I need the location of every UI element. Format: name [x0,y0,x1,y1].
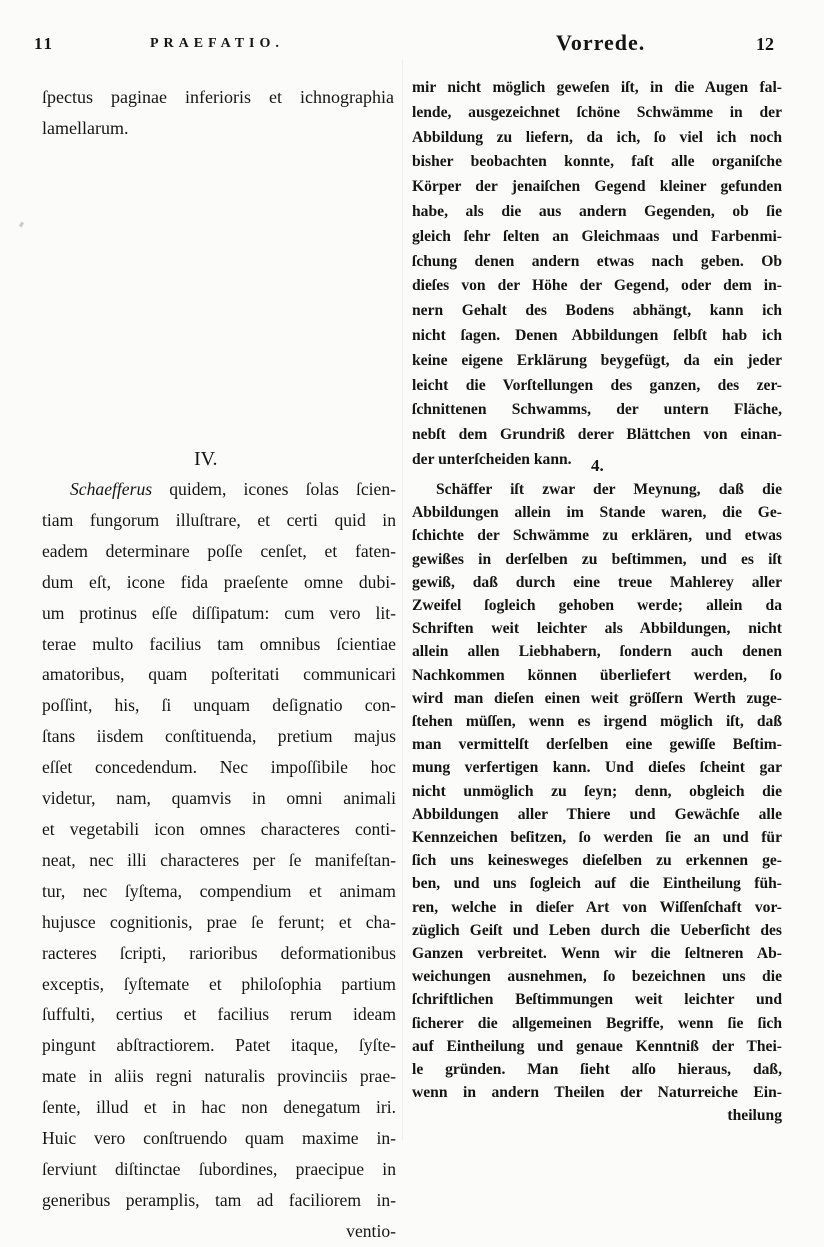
text-line: neat, nec illi characteres per ſe manifeſtan- [42,849,396,870]
text-line: ſuffulti, certius et facilius rerum ideam [42,1004,396,1025]
text-line: pingunt abſtractiorem. Patet itaque, ſyſte- [42,1035,396,1056]
text-line: Kennzeichen beſitzen, ſo werden ſie an und für [412,829,782,847]
text-line: gleich ſehr ſelten an Gleichmaas und Farbenmi- [412,227,782,245]
text-line: dum eſt, icone fida praeſente omne dubi- [42,571,396,592]
text-line: hujusce cognitionis, prae ſe ferunt; et cha- [42,911,396,932]
left-running-head: PRAEFATIO. [150,36,284,51]
text-line: tur, nec ſyſtema, compendium et animam [42,880,396,901]
text-line: Zweifel ſogleich gehoben werde; allein da [412,597,782,615]
text-line: ſchnittenen Schwamms, der untern Fläche, [412,401,782,419]
text-line: Körper der jenaiſchen Gegend kleiner gefunden [412,178,782,196]
text-line: videtur, nam, quamvis in omni animali [42,788,396,809]
text-line: wird man dieſen einen weit gröſſern Werth zuge- [412,689,782,707]
text-line: habe, als die aus andern Gegenden, ob ſie [412,202,782,220]
text-line: generibus peramplis, tam ad faciliorem in- [42,1189,396,1210]
text-line: dieſes von der Höhe der Gegend, oder dem in- [412,277,782,295]
text-line: der unterſcheiden kann. [412,450,572,468]
text-line: um protinus eſſe diſſipatum: cum vero lit- [42,602,396,623]
text-line: allein allen Liebhabern, ſondern auch denen [412,643,782,661]
right-running-head: Vorrede. [556,30,646,55]
text-line: Ganzen verbreitet. Wenn wir die ſeltneren Ab- [412,945,782,963]
text-line: Abbildung zu liefern, da ich, ſo viel ich noch [412,128,782,146]
italic-name: Schaefferus [70,479,153,499]
text-line: ſpectus paginae inferioris et ichnographia [42,87,394,107]
text-line: terae multo facilius tam omnibus ſcientiae [42,633,396,654]
text-line: ſchriftlichen Beſtimmungen weit leichter und [412,991,782,1009]
text-line: Abbildungen aller Thiere und Gewächſe alle [412,805,782,823]
text-line: exceptis, ſyſtemate et philoſophia partium [42,973,396,994]
text-line: lamellarum. [42,117,129,138]
text-line: weichungen ausnehmen, ſo bezeichnen uns die [412,968,782,986]
text-line: man vermittelſt derſelben eine gewiſſe Beſtim- [412,736,782,754]
text-line: mung verfertigen kann. Und dieſes ſcheint gar [412,759,782,777]
text-line: et vegetabili icon omnes characteres conti- [42,818,396,839]
text-line: keine eigene Erklärung beygefügt, da ein jeder [412,351,782,369]
text-line: ſente, illud et in hac non denegatum iri. [42,1097,396,1118]
text-line: ren, welche in dieſer Art von Wiſſenſchaft vor- [412,898,782,916]
text-line: ben, und uns ſogleich auf die Eintheilung füh- [412,875,782,893]
text-line: bisher beobachten konnte, faſt alle organiſche [412,153,782,171]
text-line: mate in aliis regni naturalis provinciis prae- [42,1066,396,1087]
text-line: Schäffer iſt zwar der Meynung, daß die [436,481,782,498]
text-line: le gründen. Man ſieht alſo hieraus, daß, [412,1061,782,1079]
text-line: ſtehen müſſen, wenn es irgend möglich iſt, daß [412,713,782,731]
text-line: mir nicht möglich geweſen iſt, in die Augen fal- [412,79,782,96]
scan-speck [19,222,24,228]
text-line: eadem determinare poſſe cenſet, et faten- [42,540,396,561]
text-line: nern Gehalt des Bodens abhängt, kann ich [412,302,782,320]
text-line: leicht die Vorſtellungen des ganzen, des zer- [412,376,782,394]
text-line: lende, ausgezeichnet ſchöne Schwämme in der [412,103,782,121]
text-line: nebſt dem Grundriß derer Blättchen von einan- [412,426,782,444]
text-line: eſſet concedendum. Nec impoſſibile hoc [42,757,396,778]
left-section-number: IV. [194,448,218,470]
right-page-number: 12 [756,34,774,54]
right-section-number: 4. [591,456,604,475]
text-line: ſerviunt diſtinctae ſubordines, praecipue in [42,1158,396,1179]
text-line: Nachkommen können überliefert werden, ſo [412,666,782,684]
text-line: gewißes in derſelben zu beſtimmen, und es iſt [412,550,782,568]
text-line: nicht unmöglich zu ſeyn; denn, obgleich die [412,782,782,800]
text-line: Huic vero conſtruendo quam maxime in- [42,1128,396,1149]
text-line: poſſint, his, ſi unquam deſignatio con- [42,695,396,716]
text-line: züglich Geiſt und Leben durch die Ueberſicht des [412,921,782,939]
left-top-paragraph [42,82,394,144]
text-line: amatoribus, quam poſteritati communicari [42,664,396,685]
text-line: auf Eintheilung und genaue Kenntniß der Thei- [412,1037,782,1055]
text-line: gewiß, daß durch eine treue Mahlerey aller [412,573,782,591]
text-line [42,474,396,505]
text-line: ſicherer die allgemeinen Begriffe, wenn ſie ſich [412,1014,782,1032]
left-page-number: 11 [34,34,55,53]
text-line: nicht ſagen. Denen Abbildungen ſelbſt hab ich [412,326,782,344]
text-line: wenn in andern Theilen der Naturreiche Ein- [412,1084,782,1102]
left-body-paragraph [42,474,396,1247]
right-body-paragraph [412,478,782,1128]
text-line: Abbildungen allein im Stande waren, die Ge- [412,504,782,522]
line-text: quidem, icones ſolas ſcien- [152,479,396,499]
text-line: theilung [727,1107,782,1125]
text-line: ventio- [346,1220,396,1241]
right-top-paragraph [412,76,782,473]
text-line: ſtans iisdem conſtituenda, pretium majus [42,726,396,747]
page-gutter [402,60,403,1140]
text-line: Schriften weit leichter als Abbildungen, nicht [412,620,782,638]
text-line: ſich uns keinesweges dieſelben zu erkennen ge- [412,852,782,870]
text-line: ſchichte der Schwämme zu erklären, und etwas [412,527,782,545]
text-line: tiam fungorum illuſtrare, et certi quid in [42,509,396,530]
text-line: racteres ſcripti, rarioribus deformationibus [42,942,396,963]
text-line: ſchung denen andern etwas nach geben. Ob [412,252,782,270]
